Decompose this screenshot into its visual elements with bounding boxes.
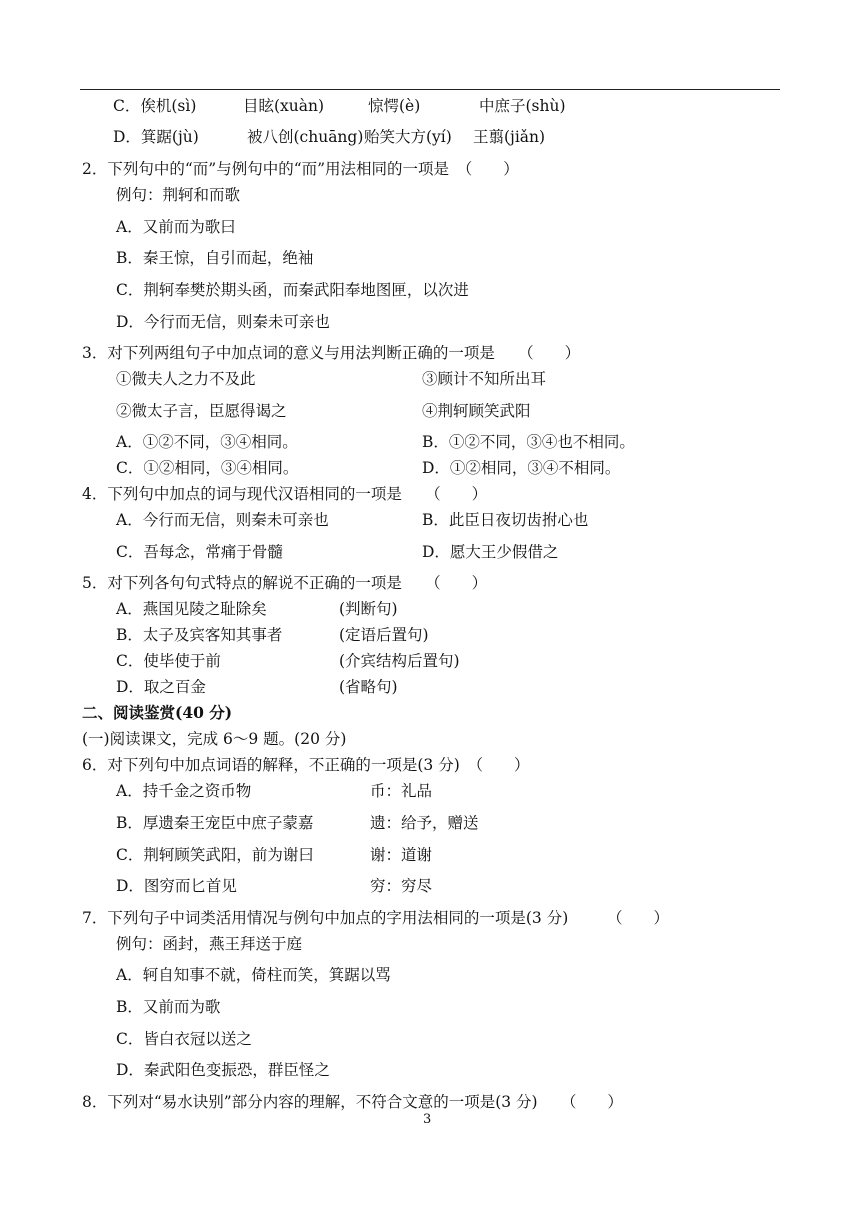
text-line: ②微太子言，臣愿得谒之 [116,402,287,420]
text-line: D．取之百金 [116,678,206,696]
header-rule [80,89,780,90]
text-line: B．厚遗秦王宠臣中庶子蒙嘉 [116,814,314,832]
text-line: 例句：函封，燕王拜送于庭 [116,935,303,953]
text-line: B．秦王惊，自引而起，绝袖 [116,249,314,267]
text-line: (介宾结构后置句) [339,652,460,670]
text-line: C．吾每念，常痛于骨髓 [116,543,283,561]
text-line: C．皆白衣冠以送之 [116,1030,252,1048]
text-line: ③顾计不知所出耳 [422,370,547,388]
text-line: 被八创(chuāng) [247,128,364,146]
text-line: 币：礼品 [370,782,433,800]
text-line: 贻笑大方(yí) [364,128,452,146]
text-line: D．愿大王少假借之 [422,543,559,561]
text-line: ①微夫人之力不及此 [116,370,256,388]
text-line: (判断句) [339,600,398,618]
text-line: B．①②不同，③④也不相同。 [422,433,635,451]
text-line: A．轲自知事不就，倚柱而笑，箕踞以骂 [116,966,391,984]
text-line: 目眩(xuàn) [243,97,325,115]
text-line: A．燕国见陵之耻除矣 [116,600,267,618]
text-line: 7．下列句子中词类活用情况与例句中加点的字用法相同的一项是(3 分) （ ） [82,909,669,927]
text-line: (省略句) [339,678,398,696]
text-line: D．①②相同，③④不相同。 [422,459,621,477]
text-line: (定语后置句) [339,626,429,644]
text-line: 3．对下列两组句子中加点词的意义与用法判断正确的一项是 （ ） [82,344,581,362]
text-line: 谢：道谢 [370,846,433,864]
text-line: 例句：荆轲和而歌 [116,186,241,204]
text-line: A．①②不同，③④相同。 [116,433,298,451]
text-line: C．俟机(sì) [113,97,197,115]
text-line: ④荆轲顾笑武阳 [422,402,531,420]
text-line: D．秦武阳色变振恐，群臣怪之 [116,1061,330,1079]
text-line: C．①②相同，③④相同。 [116,459,299,477]
text-line: 遗：给予，赠送 [370,814,479,832]
text-line: 中庶子(shù) [479,97,566,115]
text-line: 4．下列句中加点的词与现代汉语相同的一项是 （ ） [82,485,488,503]
text-line: D．箕踞(jù) [113,128,199,146]
text-line: C．荆轲顾笑武阳，前为谢曰 [116,846,314,864]
page-number: 3 [423,1112,432,1127]
text-line: D．今行而无信，则秦未可亲也 [116,313,330,331]
text-line: D．图穷而匕首见 [116,877,237,895]
text-line: 王翦(jiǎn) [473,128,546,146]
text-line: 6．对下列句中加点词语的解释，不正确的一项是(3 分) （ ） [82,756,530,774]
text-line: C．使毕使于前 [116,652,221,670]
text-line: C．荆轲奉樊於期头函，而秦武阳奉地图匣，以次进 [116,281,469,299]
text-line: 惊愕(è) [368,97,421,115]
text-line: A．今行而无信，则秦未可亲也 [116,511,329,529]
text-line: A．持千金之资币物 [116,782,252,800]
text-line: 8．下列对“易水诀别”部分内容的理解，不符合文意的一项是(3 分) （ ） [82,1093,623,1111]
text-line: 5．对下列各句句式特点的解说不正确的一项是 （ ） [82,574,488,592]
text-line: B．此臣日夜切齿拊心也 [422,511,589,529]
text-line: B．太子及宾客知其事者 [116,626,283,644]
text-line: B．又前而为歌 [116,998,221,1016]
section-heading: 二、阅读鉴赏(40 分) [82,703,233,722]
text-line: 穷：穷尽 [370,877,433,895]
text-line: A．又前而为歌曰 [116,218,236,236]
text-line: (一)阅读课文，完成 6～9 题。(20 分) [82,730,347,748]
text-line: 2．下列句中的“而”与例句中的“而”用法相同的一项是 （ ） [82,160,519,178]
